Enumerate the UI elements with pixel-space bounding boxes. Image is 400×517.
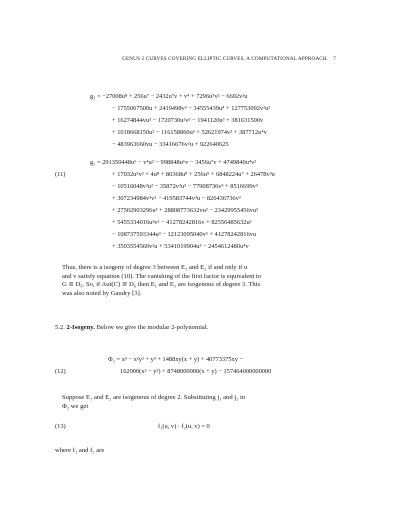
section-intro: Below we give the modular 2-polynomial.	[96, 324, 209, 331]
g2-line: + 17032u⁵v² + 4u⁸ + 80368u⁸ + 256u⁹ + 6848224u⁷ + 26478v³u	[112, 171, 275, 178]
g1-line: − 1755067500u + 2419498v³ − 34555439u⁴ + 127753092v²u²	[112, 105, 271, 112]
equation-number-13: (13)	[55, 423, 66, 430]
phi2-line: 162000(x² − y²) + 8748000000(x + y) − 157464000000000	[120, 368, 272, 375]
section-number: 5.2.	[55, 324, 65, 331]
g2-line: − 108737593344u³ − 12123095040v² + 41278242816vu	[112, 231, 257, 238]
equation-number-11: (11)	[55, 171, 66, 178]
page-number: 7	[333, 56, 336, 62]
text-line-where: where f₁ and f₂ are	[55, 447, 105, 454]
running-header	[0, 56, 336, 62]
running-title: GENUS 2 CURVES COVERING ELLIPTIC CURVES. A COMPUTATIONAL APPROACH.	[122, 56, 329, 62]
g1-line: g₁ = −27008u⁸ + 256u⁷ − 2432u⁷v + v⁴ + 7296u⁵v² − 6692v³u	[90, 93, 248, 100]
text-line: Suppose E₁ and E₂ are isogenous of degree 2. Substituting j₁ and j₂ in	[62, 394, 246, 401]
g2-line: + 5455334016u²v² − 41278242816v + 82556485632u²	[112, 219, 252, 226]
phi2-line: Φ₂ = x³ − x²y² + y³ + 1488xy(x + y) + 40773375xy −	[108, 356, 244, 363]
g1-line: + 16274844vu³ − 1720730u²v³ − 1941120u³ + 381631500v	[112, 117, 264, 124]
text-line: and v satisfy equation (10). The vanishing of the first factor is equivalent to	[62, 272, 262, 280]
g1-line: − 483963660vu − 33416676v²u + 922640625	[112, 141, 229, 148]
g2-line: g₂ = 291350448u⁶ − v⁴u² − 998848u⁶v − 3456u⁷v + 4749840u⁴v²	[90, 159, 257, 166]
paragraph-isogeny-2	[62, 394, 245, 411]
paragraph-isogeny-3	[62, 264, 261, 298]
g1-line: + 1018668150u² − 116158860u³ + 52621974v² + 387712u⁴v	[112, 129, 267, 136]
g2-line: + 307234984v³v² − 419583744v³u − 826436736v³	[112, 195, 241, 202]
text-line: Thus, there is a isogeny of degree 3 between E₁ and E₂ if and only if u	[62, 264, 248, 271]
equation-number-12: (12)	[55, 368, 66, 375]
text-line: was also noted by Gaudry [3].	[62, 289, 142, 297]
section-title: 2-Isogeny.	[66, 324, 95, 331]
g2-line: + 27502903296u³ + 28808773632vu² − 23429955456vu³	[112, 207, 258, 214]
equation-13-formula: f₁(u, v) · f₂(u, v) = 0	[158, 423, 210, 430]
section-heading	[55, 324, 208, 331]
g2-line: + 3503554560v²u + 5341019904u³ − 2454612480u⁴v	[112, 243, 249, 250]
g2-line: − 10516048v³u² − 35872v³u³ − 77908736v³ + 8516699v³	[112, 183, 258, 190]
text-line: Φ₂ we get	[62, 402, 89, 410]
text-line: G ≅ D₆. So, if Aut(C) ≅ D₆ then E₁ and E₂ are isogenous of degree 3. This	[62, 281, 261, 288]
